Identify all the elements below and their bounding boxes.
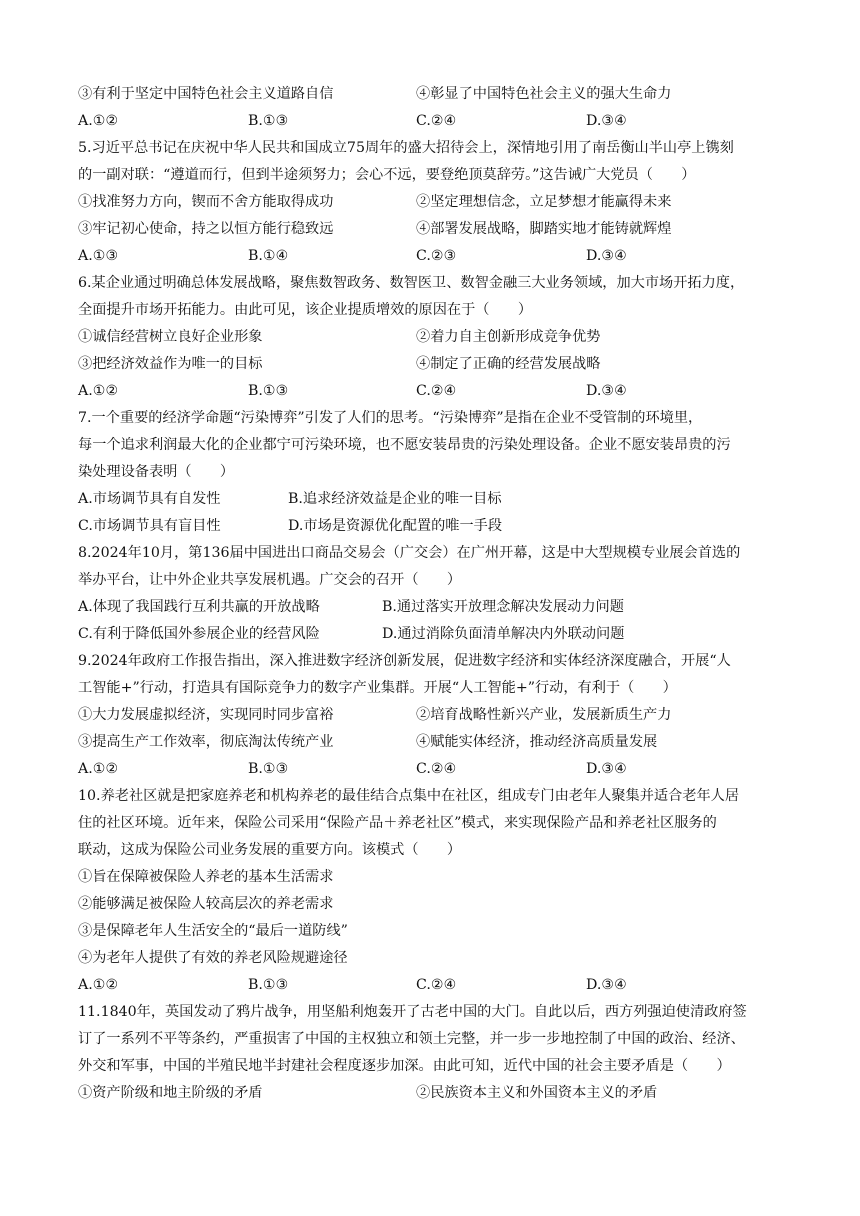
q7-stem-line-1: 7.一个重要的经济学命题“污染博弈”引发了人们的思考。“污染博弈”是指在企业不受管制的环境里，: [78, 410, 703, 426]
q5-choice-c[interactable]: C.②③: [416, 248, 457, 264]
q6-stem-line-2: 全面提升市场开拓能力。由此可见，该企业提质增效的原因在于（ ）: [78, 302, 533, 318]
q6-choice-b[interactable]: B.①③: [248, 383, 289, 399]
q5-option-3: ③牢记初心使命，持之以恒方能行稳致远: [78, 221, 334, 237]
q11-option-1: ①资产阶级和地主阶级的矛盾: [78, 1085, 263, 1101]
q7-choice-a[interactable]: A.市场调节具有自发性: [78, 491, 221, 507]
q9-option-3: ③提高生产工作效率，彻底淘汰传统产业: [78, 734, 334, 750]
q9-option-2: ②培育战略性新兴产业，发展新质生产力: [416, 707, 672, 723]
q8-stem-line-1: 8.2024年10月，第136届中国进出口商品交易会（广交会）在广州开幕，这是中大型规模专业展会首选的: [78, 545, 741, 561]
q5-choice-d[interactable]: D.③④: [586, 248, 627, 264]
q6-choice-a[interactable]: A.①②: [78, 383, 119, 399]
q9-choice-c[interactable]: C.②④: [416, 761, 457, 777]
q10-option-1: ①旨在保障被保险人养老的基本生活需求: [78, 869, 334, 885]
q10-choice-c[interactable]: C.②④: [416, 977, 457, 993]
q8-choice-b[interactable]: B.通过落实开放理念解决发展动力问题: [382, 599, 624, 615]
q9-option-4: ④赋能实体经济，推动经济高质量发展: [416, 734, 658, 750]
q10-choice-b[interactable]: B.①③: [248, 977, 289, 993]
q9-choice-b[interactable]: B.①③: [248, 761, 289, 777]
q9-stem-line-2: 工智能+”行动，打造具有国际竞争力的数字产业集群。开展“人工智能+”行动，有利于（ ）: [78, 680, 677, 696]
q8-choice-a[interactable]: A.体现了我国践行互利共赢的开放战略: [78, 599, 320, 615]
q4-option-4: ④彰显了中国特色社会主义的强大生命力: [416, 86, 672, 102]
q6-choice-c[interactable]: C.②④: [416, 383, 457, 399]
q7-choice-d[interactable]: D.市场是资源优化配置的唯一手段: [288, 518, 503, 534]
q5-option-2: ②坚定理想信念，立足梦想才能赢得未来: [416, 194, 672, 210]
q5-stem-line-1: 5.习近平总书记在庆祝中华人民共和国成立75周年的盛大招待会上，深情地引用了南岳衡山半山亭上镌刻: [78, 140, 734, 156]
q8-choice-c[interactable]: C.有利于降低国外参展企业的经营风险: [78, 626, 320, 642]
q5-option-1: ①找准努力方向，锲而不舍方能取得成功: [78, 194, 334, 210]
q6-choice-d[interactable]: D.③④: [586, 383, 627, 399]
q8-choice-d[interactable]: D.通过消除负面清单解决内外联动问题: [382, 626, 625, 642]
q10-choice-a[interactable]: A.①②: [78, 977, 119, 993]
q5-choice-a[interactable]: A.①③: [78, 248, 119, 264]
q6-stem-line-1: 6.某企业通过明确总体发展战略，聚焦数智政务、数智医卫、数智金融三大业务领域，加大市场开拓力度，: [78, 275, 745, 291]
q4-choice-b[interactable]: B.①③: [248, 113, 289, 129]
q10-option-3: ③是保障老年人生活安全的“最后一道防线”: [78, 923, 348, 939]
q10-choice-d[interactable]: D.③④: [586, 977, 627, 993]
q7-stem-line-3: 染处理设备表明（ ）: [78, 464, 235, 480]
q4-choice-d[interactable]: D.③④: [586, 113, 627, 129]
q9-choice-a[interactable]: A.①②: [78, 761, 119, 777]
q9-choice-d[interactable]: D.③④: [586, 761, 627, 777]
q9-stem-line-1: 9.2024年政府工作报告指出，深入推进数字经济创新发展，促进数字经济和实体经济深度融合，开展“人: [78, 653, 731, 669]
q4-option-3: ③有利于坚定中国特色社会主义道路自信: [78, 86, 334, 102]
q6-option-1: ①诚信经营树立良好企业形象: [78, 329, 263, 345]
q8-stem-line-2: 举办平台，让中外企业共享发展机遇。广交会的召开（ ）: [78, 572, 462, 588]
q5-stem-line-2: 的一副对联：“遵道而行，但到半途须努力；会心不远，要登绝顶莫辞劳。”这告诫广大党员（ ）: [78, 167, 696, 183]
q7-choice-c[interactable]: C.市场调节具有盲目性: [78, 518, 221, 534]
q9-option-1: ①大力发展虚拟经济，实现同时同步富裕: [78, 707, 334, 723]
q4-choice-c[interactable]: C.②④: [416, 113, 457, 129]
q10-option-4: ④为老年人提供了有效的养老风险规避途径: [78, 950, 348, 966]
q11-stem-line-1: 11.1840年，英国发动了鸦片战争，用坚船利炮轰开了古老中国的大门。自此以后，西方列强迫使清政府签: [78, 1004, 747, 1020]
q4-choice-a[interactable]: A.①②: [78, 113, 119, 129]
q6-option-3: ③把经济效益作为唯一的目标: [78, 356, 263, 372]
q11-option-2: ②民族资本主义和外国资本主义的矛盾: [416, 1085, 658, 1101]
q6-option-4: ④制定了正确的经营发展战略: [416, 356, 601, 372]
q10-stem-line-2: 住的社区环境。近年来，保险公司采用“保险产品＋养老社区”模式，来实现保险产品和养老社区服务的: [78, 815, 717, 831]
q7-choice-b[interactable]: B.追求经济效益是企业的唯一目标: [288, 491, 502, 507]
q5-option-4: ④部署发展战略，脚踏实地才能铸就辉煌: [416, 221, 672, 237]
q10-stem-line-3: 联动，这成为保险公司业务发展的重要方向。该模式（ ）: [78, 842, 462, 858]
q11-stem-line-3: 外交和军事，中国的半殖民地半封建社会程度逐步加深。由此可知，近代中国的社会主要矛盾是（ ）: [78, 1058, 731, 1074]
q10-stem-line-1: 10.养老社区就是把家庭养老和机构养老的最佳结合点集中在社区，组成专门由老年人聚集并适合老年人居: [78, 788, 740, 804]
q10-option-2: ②能够满足被保险人较高层次的养老需求: [78, 896, 334, 912]
q6-option-2: ②着力自主创新形成竞争优势: [416, 329, 601, 345]
q11-stem-line-2: 订了一系列不平等条约，严重损害了中国的主权独立和领土完整，并一步一步地控制了中国的政治、经济、: [78, 1031, 745, 1047]
q5-choice-b[interactable]: B.①④: [248, 248, 289, 264]
q7-stem-line-2: 每一个追求利润最大化的企业都宁可污染环境，也不愿安装昂贵的污染处理设备。企业不愿安装昂贵的污: [78, 437, 731, 453]
